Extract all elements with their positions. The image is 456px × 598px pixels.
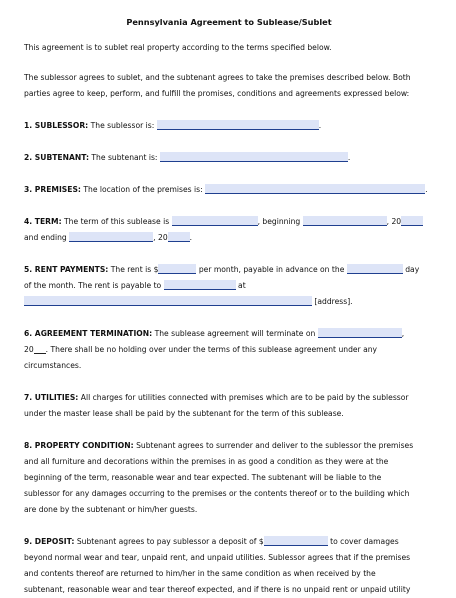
deposit-amount-field[interactable] xyxy=(264,536,328,546)
section-sublessor: 1. SUBLESSOR: The sublessor is: . xyxy=(24,121,322,130)
term-begin-date-field[interactable] xyxy=(303,216,387,226)
document-title: Pennsylvania Agreement to Sublease/Sublet xyxy=(126,17,332,27)
parties-paragraph: The sublessor agrees to sublet, and the subtenant agrees to take the premises described below. Both parties agree to keep, perform, and fulfill the promises, conditions and agreements expressed below: xyxy=(24,73,411,98)
term-end-year-field[interactable] xyxy=(168,232,190,242)
section-heading: 7. UTILITIES: xyxy=(24,393,79,402)
section-heading: 1. SUBLESSOR: xyxy=(24,121,89,130)
intro-paragraph: This agreement is to sublet real property according to the terms specified below. xyxy=(24,43,332,52)
term-end-date-field[interactable] xyxy=(69,232,153,242)
section-heading: 9. DEPOSIT: xyxy=(24,537,75,546)
section-deposit: 9. DEPOSIT: Subtenant agrees to pay sublessor a deposit of $ to cover damages beyond normal wear and tear, unpaid rent, and unpaid utilities. Sublessor agrees that if the premises and contents thereof are returned to him/her in the same condition as when received by the subtenant, reasonable wear and tear thereof expected, and if there is no unpaid rent or unpaid utility xyxy=(24,537,411,594)
rent-address-field[interactable] xyxy=(24,296,312,306)
section-subtenant: 2. SUBTENANT: The subtenant is: . xyxy=(24,153,351,162)
section-heading: 8. PROPERTY CONDITION: xyxy=(24,441,134,450)
section-property-condition: 8. PROPERTY CONDITION: Subtenant agrees to surrender and deliver to the sublessor the premises and all furniture and decorations within the premises in as good a condition as they were at the beginning of the term, reasonable wear and tear expected. The subtenant will be liable to the sublessor for any damages occurring to the premises or the contents thereof or to the building which are done by the subtenant or him/her guests. xyxy=(24,441,414,514)
section-rent: 5. RENT PAYMENTS: The rent is $ per month, payable in advance on the day of the month. The rent is payable to at [address]. xyxy=(24,265,420,306)
section-heading: 2. SUBTENANT: xyxy=(24,153,89,162)
term-length-field[interactable] xyxy=(172,216,258,226)
section-heading: 5. RENT PAYMENTS: xyxy=(24,265,109,274)
subtenant-name-field[interactable] xyxy=(160,152,348,162)
section-heading: 3. PREMISES: xyxy=(24,185,81,194)
section-term: 4. TERM: The term of this sublease is , beginning , 20 and ending , 20 . xyxy=(24,214,434,246)
section-heading: 6. AGREEMENT TERMINATION: xyxy=(24,329,153,338)
section-utilities: 7. UTILITIES: All charges for utilities connected with premises which are to be paid by the sublessor under the master lease shall be paid by the subtenant for the term of this sublease. xyxy=(24,393,409,418)
section-heading: 4. TERM: xyxy=(24,217,62,226)
section-premises: 3. PREMISES: The location of the premises is: . xyxy=(24,185,428,194)
term-begin-year-field[interactable] xyxy=(401,216,423,226)
termination-year-field[interactable] xyxy=(34,344,46,354)
sublessor-name-field[interactable] xyxy=(157,120,319,130)
rent-payee-field[interactable] xyxy=(164,280,236,290)
premises-location-field[interactable] xyxy=(205,184,425,194)
rent-amount-field[interactable] xyxy=(158,264,196,274)
termination-date-field[interactable] xyxy=(318,328,402,338)
rent-due-day-field[interactable] xyxy=(347,264,403,274)
section-termination: 6. AGREEMENT TERMINATION: The sublease agreement will terminate on , 20 . There shall be no holding over under the terms of this sublease agreement under any circumstances. xyxy=(24,329,405,370)
